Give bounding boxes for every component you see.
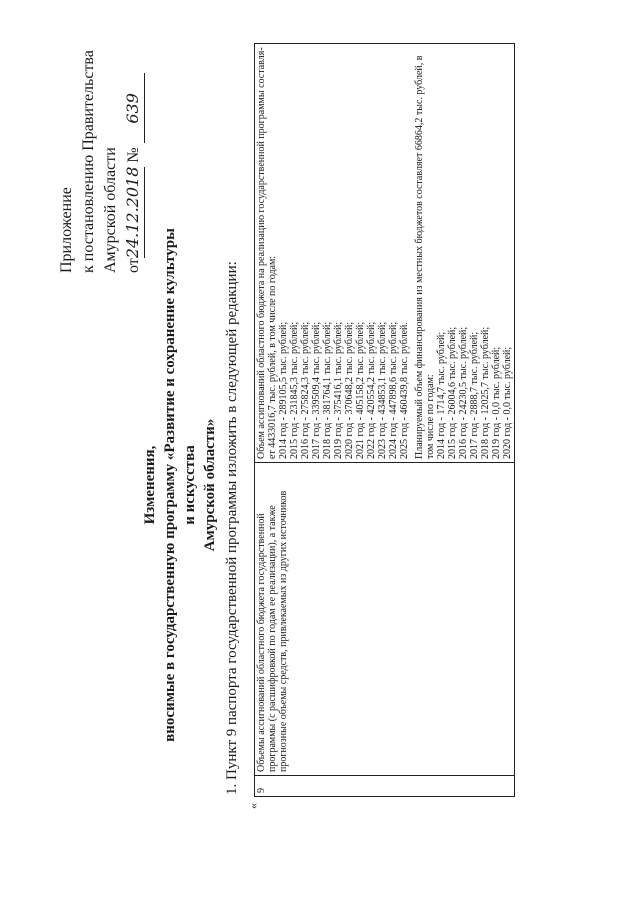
budget-line: 2014 год - 289105,5 тыс. рублей; [278, 321, 289, 459]
budget-line: том числе по годам: [425, 374, 436, 459]
appendix-region: Амурской области [102, 147, 119, 273]
budget-line: 2019 год - 0,0 тыс. рублей; [491, 346, 502, 459]
budget-line: 2016 год - 24230,5 тыс. рублей; [458, 326, 469, 459]
budget-line: 2023 год - 434853,1 тыс. рублей; [377, 321, 388, 459]
budget-line: 2020 год - 0,0 тыс. рублей; [502, 346, 513, 459]
row-content [255, 44, 515, 463]
budget-line: 2014 год - 1714,7 тыс. рублей; [436, 331, 447, 459]
title-line-1: Изменения, [142, 445, 158, 525]
handwritten-date: 24.12.2018 [122, 167, 145, 259]
budget-line: Планируемый объем финансирования из местных бюджетов составляет 66864,2 тыс. рублей, в [414, 55, 425, 459]
row-number: 9 [255, 776, 515, 797]
title-line-3: Амурской области» [202, 418, 218, 552]
budget-line: 2015 год - 231845,3 тыс. рублей; [289, 321, 300, 459]
budget-line: 2022 год - 420554,2 тыс. рублей; [366, 321, 377, 459]
budget-line: 2020 год - 370648,2 тыс. рублей; [344, 321, 355, 459]
date-prefix: от [125, 258, 142, 273]
local-budget-block [414, 47, 513, 459]
handwritten-number: 639 [122, 73, 145, 143]
budget-line: 2025 год - 460439,8 тыс. рублей. [399, 322, 410, 459]
budget-line: 2018 год - 381764,1 тыс. рублей; [322, 321, 333, 459]
passport-table [254, 43, 515, 797]
budget-line: 2017 год - 339509,4 тыс. рублей; [311, 321, 322, 459]
regional-budget-block [256, 47, 410, 459]
budget-line: Объем ассигнований областного бюджета на реализацию государственной программы составля- [256, 47, 267, 459]
quote-mark: « [246, 803, 260, 809]
table-row [255, 44, 515, 797]
budget-line: 2018 год - 12025,7 тыс. рублей; [480, 326, 491, 459]
budget-line: 2024 год - 447898,6 тыс. рублей; [388, 321, 399, 459]
number-prefix: № [125, 147, 142, 163]
document-title [140, 225, 220, 745]
row-label: Объемы ассигнований областного бюджета государственной программы (с расшифровкой по годам ее реализации), а также прогнозные объемы средств, привлекаемых из других источников [255, 463, 515, 776]
budget-line: 2017 год - 2888,7 тыс. рублей; [469, 331, 480, 459]
appendix-block [56, 50, 145, 273]
budget-line: ет 4433016,7 тыс. рублей, в том числе по годам: [267, 255, 278, 459]
appendix-resolution: к постановлению Правительства [80, 50, 97, 273]
appendix-title: Приложение [58, 187, 75, 273]
budget-line: 2019 год - 375416,1 тыс. рублей; [333, 321, 344, 459]
budget-line: 2016 год - 275824,3 тыс. рублей; [300, 321, 311, 459]
budget-line: 2015 год - 26004,6 тыс. рублей; [447, 326, 458, 459]
budget-line: 2021 год - 405158,2 тыс. рублей; [355, 321, 366, 459]
title-line-2: вносимые в государственную программу «Развитие и сохранение культуры и искусства [162, 228, 198, 742]
intro-paragraph: 1. Пункт 9 паспорта государственной программы изложить в следующей редакции: [224, 261, 240, 795]
